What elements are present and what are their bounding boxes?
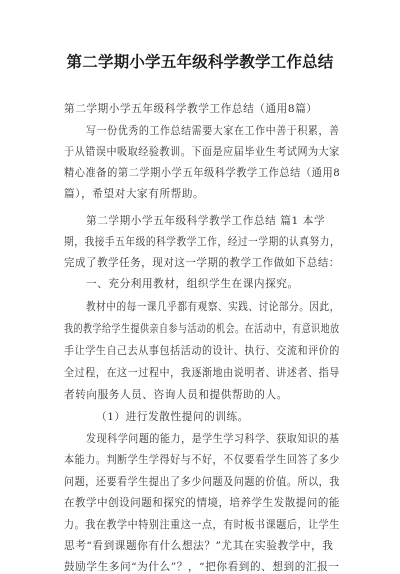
paragraph-line: 思考“看到课题你有什么想法？”尤其在实验教学中，我	[64, 540, 334, 552]
paragraph-line: 力。我在教学中特别注重这一点，有时板书课题后，让学生	[64, 519, 340, 531]
paragraph-line: 本能力。判断学生学得好与不好，不仅要看学生回答了多少	[64, 454, 340, 466]
paragraph-line: 在教学中创设问题和探究的情境，培养学生发散提问的能	[64, 497, 340, 509]
paragraph-line: 完成了教学任务，现对这一学期的教学工作做如下总结：	[64, 257, 340, 269]
paragraph-line: 问题，还要看学生提出了多少问题及问题的价值。所以，我	[64, 476, 340, 488]
subtitle-line: 第二学期小学五年级科学教学工作总结（通用8篇）	[64, 103, 318, 115]
paragraph-line: 期，我接手五年级的科学教学工作，经过一学期的认真努力，	[64, 236, 341, 248]
paragraph-line: 全过程，在这一过程中，我逐渐地由说明者、讲述者、指导	[64, 367, 340, 379]
paragraph-line: 手让学生自己去从事包括活动的设计、执行、交流和评价的	[64, 345, 340, 357]
paragraph-line: 写一份优秀的工作总结需要大家在工作中善于积累，善	[86, 125, 340, 137]
paragraph-line: 篇），希望对大家有所帮助。	[64, 188, 205, 200]
paragraph-line: 于从错误中吸取经验教训。下面是应届毕业生考试网为大家	[64, 146, 340, 158]
paragraph-line: 精心准备的第二学期小学五年级科学教学工作总结（通用8	[64, 167, 341, 179]
section-heading-line: 第二学期小学五年级科学教学工作总结 篇1 本学	[86, 215, 326, 227]
paragraph-line: 者转向服务人员、咨询人员和提供帮助的人。	[64, 389, 288, 401]
subheading-line: 一、充分利用教材，组织学生在课内探究。	[86, 278, 299, 290]
subheading-line: （1）进行发散性提问的训练。	[96, 411, 249, 423]
paragraph-line: 教材中的每一课几乎都有观察、实践、讨论部分。因此，	[86, 301, 340, 313]
document-title: 第二学期小学五年级科学教学工作总结	[66, 53, 334, 71]
paragraph-line: 我的教学给学生提供亲自参与活动的机会。在活动中，有意识地放	[64, 323, 340, 335]
paragraph-line: 发现科学问题的能力，是学生学习科学、获取知识的基	[86, 433, 340, 445]
paragraph-line: 鼓励学生多问“为什么”？，“把你看到的、想到的汇报一	[64, 561, 340, 573]
